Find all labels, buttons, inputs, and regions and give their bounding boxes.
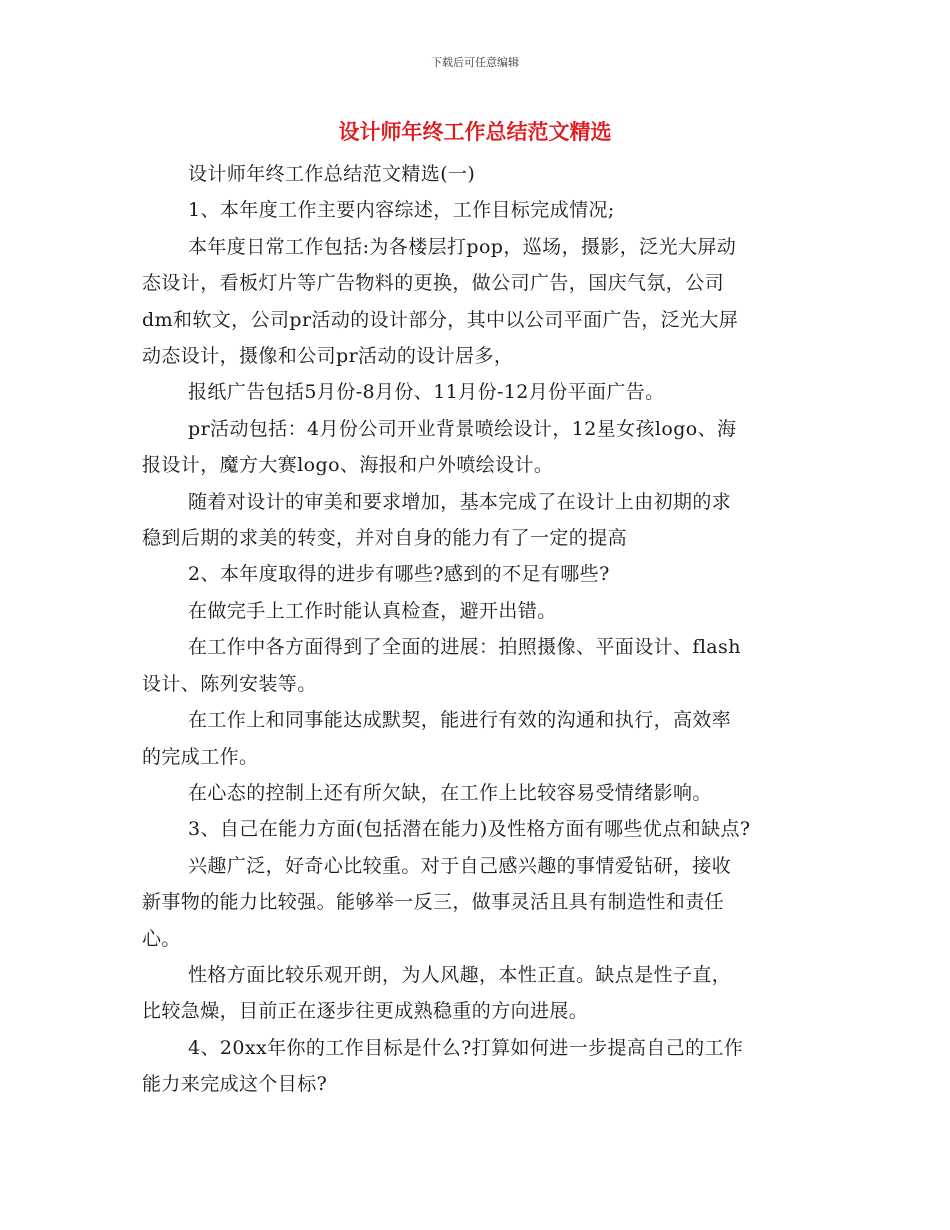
paragraph-line: 态设计，看板灯片等广告物料的更换，做公司广告，国庆气氛，公司 [142,272,725,295]
paragraph [142,629,822,702]
paragraph-line: 设计师年终工作总结范文精选(一) [188,163,476,185]
paragraph [142,374,822,410]
paragraph-line: 2、本年度取得的进步有哪些?感到的不足有哪些? [188,563,610,586]
paragraph [142,192,822,228]
paragraph-line: 4、20xx年你的工作目标是什么?打算如何进一步提高自己的工作 [188,1036,744,1059]
paragraph-line: 的完成工作。 [142,745,259,768]
paragraph-line: 能力来完成这个目标? [142,1073,328,1096]
paragraph-line: 心。 [142,927,181,950]
paragraph [142,593,822,629]
paragraph-line: 比较急燥，目前正在逐步往更成熟稳重的方向进展。 [142,1000,589,1023]
document-title: 设计师年终工作总结范文精选 [338,120,612,144]
paragraph-line: 在做完手上工作时能认真检查，避开出错。 [188,599,557,622]
paragraph-line: 报纸广告包括5月份-8月份、11月份-12月份平面广告。 [188,381,665,404]
paragraph-line: 稳到后期的求美的转变，并对自身的能力有了一定的提高 [142,527,628,550]
paragraph-line: 性格方面比较乐观开朗，为人风趣，本性正直。缺点是性子直， [188,963,732,986]
paragraph [142,484,822,557]
paragraph [142,811,822,847]
paragraph-line: pr活动包括：4月份公司开业背景喷绘设计，12星女孩logo、海 [188,417,737,440]
paragraph-line: 新事物的能力比较强。能够举一反三，做事灵活且具有制造性和责任 [142,891,725,914]
paragraph [142,775,822,811]
paragraph [142,556,822,592]
paragraph [142,156,822,192]
paragraph-line: 设计、陈列安装等。 [142,672,317,695]
paragraph [142,957,822,1030]
paragraph-line: 在心态的控制上还有所欠缺，在工作上比较容易受情绪影响。 [188,781,712,804]
document-body [142,156,822,1103]
paragraph [142,1030,822,1103]
paragraph-line: 报设计，魔方大赛logo、海报和户外喷绘设计。 [142,454,554,477]
paragraph-line: 本年度日常工作包括:为各楼层打pop，巡场，摄影，泛光大屏动 [188,235,737,258]
paragraph-line: dm和软文，公司pr活动的设计部分，其中以公司平面广告，泛光大屏 [142,308,739,331]
paragraph-line: 在工作中各方面得到了全面的进展：拍照摄像、平面设计、flash [188,636,741,659]
paragraph-line: 3、自己在能力方面(包括潜在能力)及性格方面有哪些优点和缺点? [188,818,751,841]
paragraph-line: 1、本年度工作主要内容综述，工作目标完成情况; [188,199,615,222]
paragraph-line: 在工作上和同事能达成默契，能进行有效的沟通和执行，高效率 [188,709,732,732]
paragraph-line: 随着对设计的审美和要求增加，基本完成了在设计上由初期的求 [188,490,732,513]
paragraph-line: 兴趣广泛，好奇心比较重。对于自己感兴趣的事情爱钻研，接收 [188,854,732,877]
paragraph-line: 动态设计，摄像和公司pr活动的设计居多， [142,345,514,368]
paragraph [142,229,822,375]
paragraph [142,702,822,775]
paragraph [142,411,822,484]
header-note: 下载后可任意编辑 [431,56,519,69]
paragraph [142,848,822,957]
